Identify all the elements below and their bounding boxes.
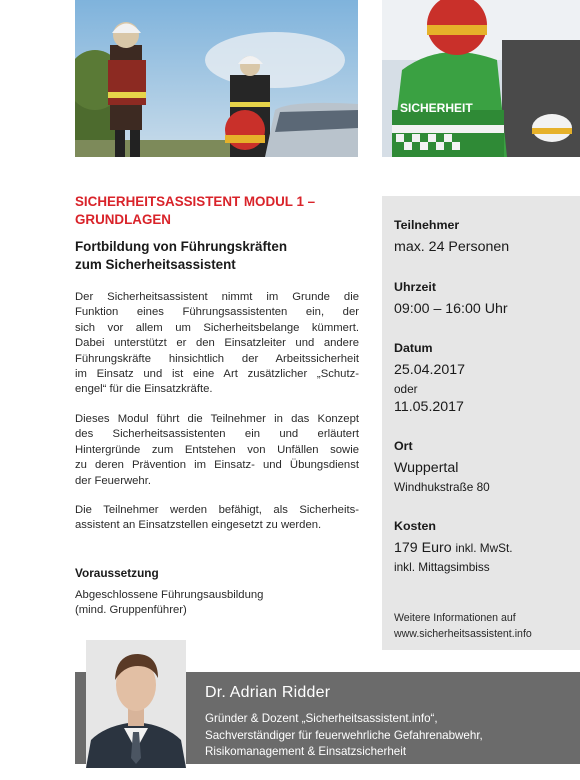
- subtitle-line-2: zum Sicherheitsassistent: [75, 257, 236, 272]
- presenter-desc-line: Sachverständiger für feuerwehrliche Gefahrenabwehr,: [205, 728, 483, 742]
- presenter-name: Dr. Adrian Ridder: [205, 684, 331, 701]
- paragraph-line: des Sicherheitsassistenten ein und erläutert: [75, 428, 359, 441]
- info-sidebar: [382, 196, 580, 650]
- place-label: Ort: [394, 439, 413, 453]
- description-paragraph-1: [75, 290, 359, 398]
- description-paragraph-2: [75, 412, 359, 489]
- cost-label: Kosten: [394, 519, 436, 533]
- paragraph-line: Dabei unterstützt er den Einsatzleiter und andere: [75, 337, 359, 350]
- firefighters-photo: [75, 0, 358, 157]
- time-block: [394, 280, 578, 319]
- requirement-text: [75, 588, 263, 619]
- more-info-text: Weitere Informationen auf: [394, 612, 516, 624]
- participants-label: Teilnehmer: [394, 218, 460, 232]
- date-option-2: 11.05.2017: [394, 399, 464, 415]
- paragraph-line: sich vor allem um Sicherheitsbelange kümmert.: [75, 321, 359, 334]
- vest-label: SICHERHEIT: [400, 101, 473, 115]
- paragraph-line: im Einsatz und ist eine Art zusätzlicher „Schutz-: [75, 368, 359, 381]
- date-option-1: 25.04.2017: [394, 362, 466, 378]
- paragraph-line: Der Sicherheitsassistent nimmt im Grunde die: [75, 291, 359, 303]
- date-or: oder: [394, 382, 418, 396]
- presenter-desc-line: Risikomanagement & Einsatzsicherheit: [205, 745, 407, 758]
- paragraph-line: Die Teilnehmer werden befähigt, als Sicherheits-: [75, 504, 359, 516]
- course-title: [75, 193, 365, 229]
- presenter-portrait: [86, 640, 186, 768]
- requirement-heading: Voraussetzung: [75, 566, 159, 580]
- time-label: Uhrzeit: [394, 280, 436, 294]
- cost-line: [394, 539, 578, 558]
- paragraph-line: Funktion eines Führungsassistenten ein, der: [75, 306, 359, 319]
- paragraph-line: assistent an Einsatzstellen eingesetzt zu werden.: [75, 519, 322, 532]
- website-link[interactable]: www.sicherheitsassistent.info: [394, 628, 532, 640]
- paragraph-line: Dieses Modul führt die Teilnehmer in das Konzept: [75, 413, 359, 425]
- course-subtitle: [75, 238, 365, 274]
- presenter-description: [205, 711, 483, 761]
- paragraph-line: Führungskräfte hinsichtlich der Arbeitssicherheit: [75, 352, 359, 365]
- description-paragraph-3: [75, 503, 359, 534]
- participants-value: max. 24 Personen: [394, 239, 510, 255]
- participants-block: [394, 218, 578, 257]
- course-title-line-2: GRUNDLAGEN: [75, 212, 171, 227]
- place-street: Windhukstraße 80: [394, 480, 490, 494]
- cost-vat: inkl. MwSt.: [455, 541, 513, 555]
- time-value: 09:00 – 16:00 Uhr: [394, 301, 508, 317]
- paragraph-line: zu deren Prävention im Einsatz- und Übungsdienst: [75, 459, 359, 472]
- requirement-line: (mind. Gruppenführer): [75, 604, 187, 617]
- cost-amount: 179 Euro: [394, 540, 452, 556]
- place-city: Wuppertal: [394, 460, 459, 476]
- requirement-line: Abgeschlossene Führungsausbildung: [75, 589, 264, 601]
- place-block: [394, 439, 578, 496]
- cost-lunch: inkl. Mittagsimbiss: [394, 560, 490, 574]
- subtitle-line-1: Fortbildung von Führungskräften: [75, 239, 288, 254]
- more-info-block: [394, 610, 578, 642]
- presenter-desc-line: Gründer & Dozent „Sicherheitsassistent.info“,: [205, 712, 438, 725]
- paragraph-line: der Feuerwehr.: [75, 474, 151, 487]
- date-block: [394, 341, 578, 417]
- cost-block: [394, 519, 578, 576]
- date-label: Datum: [394, 341, 433, 355]
- paragraph-line: Hintergründe zum Entstehen von Unfällen sowie: [75, 443, 359, 456]
- course-title-line-1: SICHERHEITSASSISTENT MODUL 1 –: [75, 194, 316, 209]
- safety-vest-photo: [382, 0, 580, 157]
- paragraph-line: engel“ für die Einsatzkräfte.: [75, 383, 213, 396]
